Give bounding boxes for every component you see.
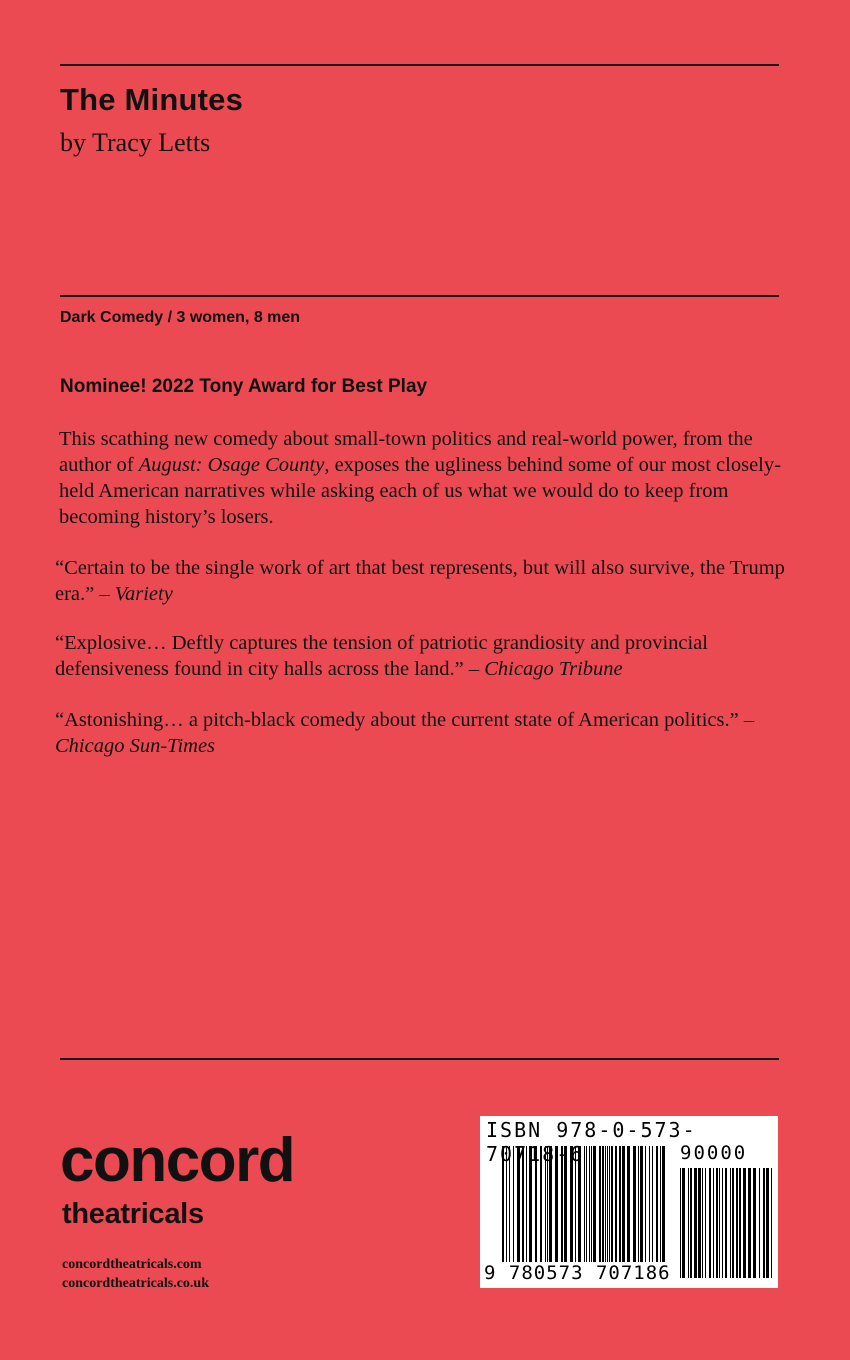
publisher-logo: concord [60, 1126, 295, 1195]
barcode-bar [709, 1168, 711, 1278]
publisher-url-uk: concordtheatricals.co.uk [62, 1276, 209, 1291]
barcode-bar [753, 1168, 756, 1278]
publisher-logo-sub: theatricals [62, 1198, 204, 1230]
bottom-rule [60, 1058, 779, 1060]
blurb-italic-title: August: Osage County [138, 454, 325, 476]
barcode-bar [759, 1168, 760, 1278]
blurb-text-2: , exposes the ugliness behind some of our most closely-held American narratives while asking each of us what we would do to keep from becoming history’s losers. [59, 454, 781, 528]
section-rule [60, 295, 779, 297]
quote-source: Chicago Sun-Times [55, 735, 216, 757]
barcode-bar [743, 1168, 746, 1278]
price-code: 90000 [680, 1142, 748, 1164]
barcode-bar [730, 1168, 731, 1278]
barcode-bar [736, 1168, 738, 1278]
blurb [59, 426, 789, 530]
genre-cast: Dark Comedy / 3 women, 8 men [60, 309, 301, 326]
book-author: by Tracy Letts [60, 128, 211, 157]
publisher-url-us: concordtheatricals.com [62, 1257, 202, 1272]
barcode-bar [739, 1168, 741, 1278]
barcode-bar [771, 1168, 772, 1278]
barcode-bar [680, 1168, 681, 1278]
isbn-number: ISBN 978-0-573-70718-6 [486, 1118, 697, 1166]
barcode-bar [732, 1168, 734, 1278]
top-rule [60, 64, 779, 66]
review-quote [55, 707, 790, 759]
review-quote [55, 630, 790, 682]
barcode-bar [763, 1168, 765, 1278]
ean-digits: 9 780573 707186 [484, 1262, 671, 1284]
quote-source: Variety [114, 583, 173, 605]
barcode-bar [766, 1168, 769, 1278]
review-quote [55, 555, 790, 607]
barcode-bar [725, 1168, 727, 1278]
award-line: Nominee! 2022 Tony Award for Best Play [60, 376, 428, 397]
isbn-barcode [480, 1116, 778, 1288]
barcode-bar [748, 1168, 751, 1278]
quote-text: “Explosive… Deftly captures the tension of patriotic grandiosity and provincial defensiveness found in city halls across the land.” – [55, 632, 708, 680]
barcode-bar [719, 1168, 720, 1278]
quote-source: Chicago Tribune [484, 658, 623, 680]
barcode-bar [722, 1168, 723, 1278]
barcode-bar [713, 1168, 714, 1278]
barcode-bar [705, 1168, 706, 1278]
barcode-bar [716, 1168, 718, 1278]
barcode-bar [702, 1168, 703, 1278]
barcode-bar [694, 1168, 697, 1278]
barcode-bar [688, 1168, 689, 1278]
barcode-bar [682, 1168, 685, 1278]
blurb-text-1: This scathing new comedy about small-town politics and real-world power, from the author of [59, 428, 753, 476]
quote-text: “Certain to be the single work of art that best represents, but will also survive, the Trump era.” – [55, 557, 785, 605]
book-title: The Minutes [60, 82, 244, 117]
barcode-bar [698, 1168, 701, 1278]
quote-text: “Astonishing… a pitch-black comedy about the current state of American politics.” – [55, 709, 755, 731]
barcode-bar [690, 1168, 692, 1278]
